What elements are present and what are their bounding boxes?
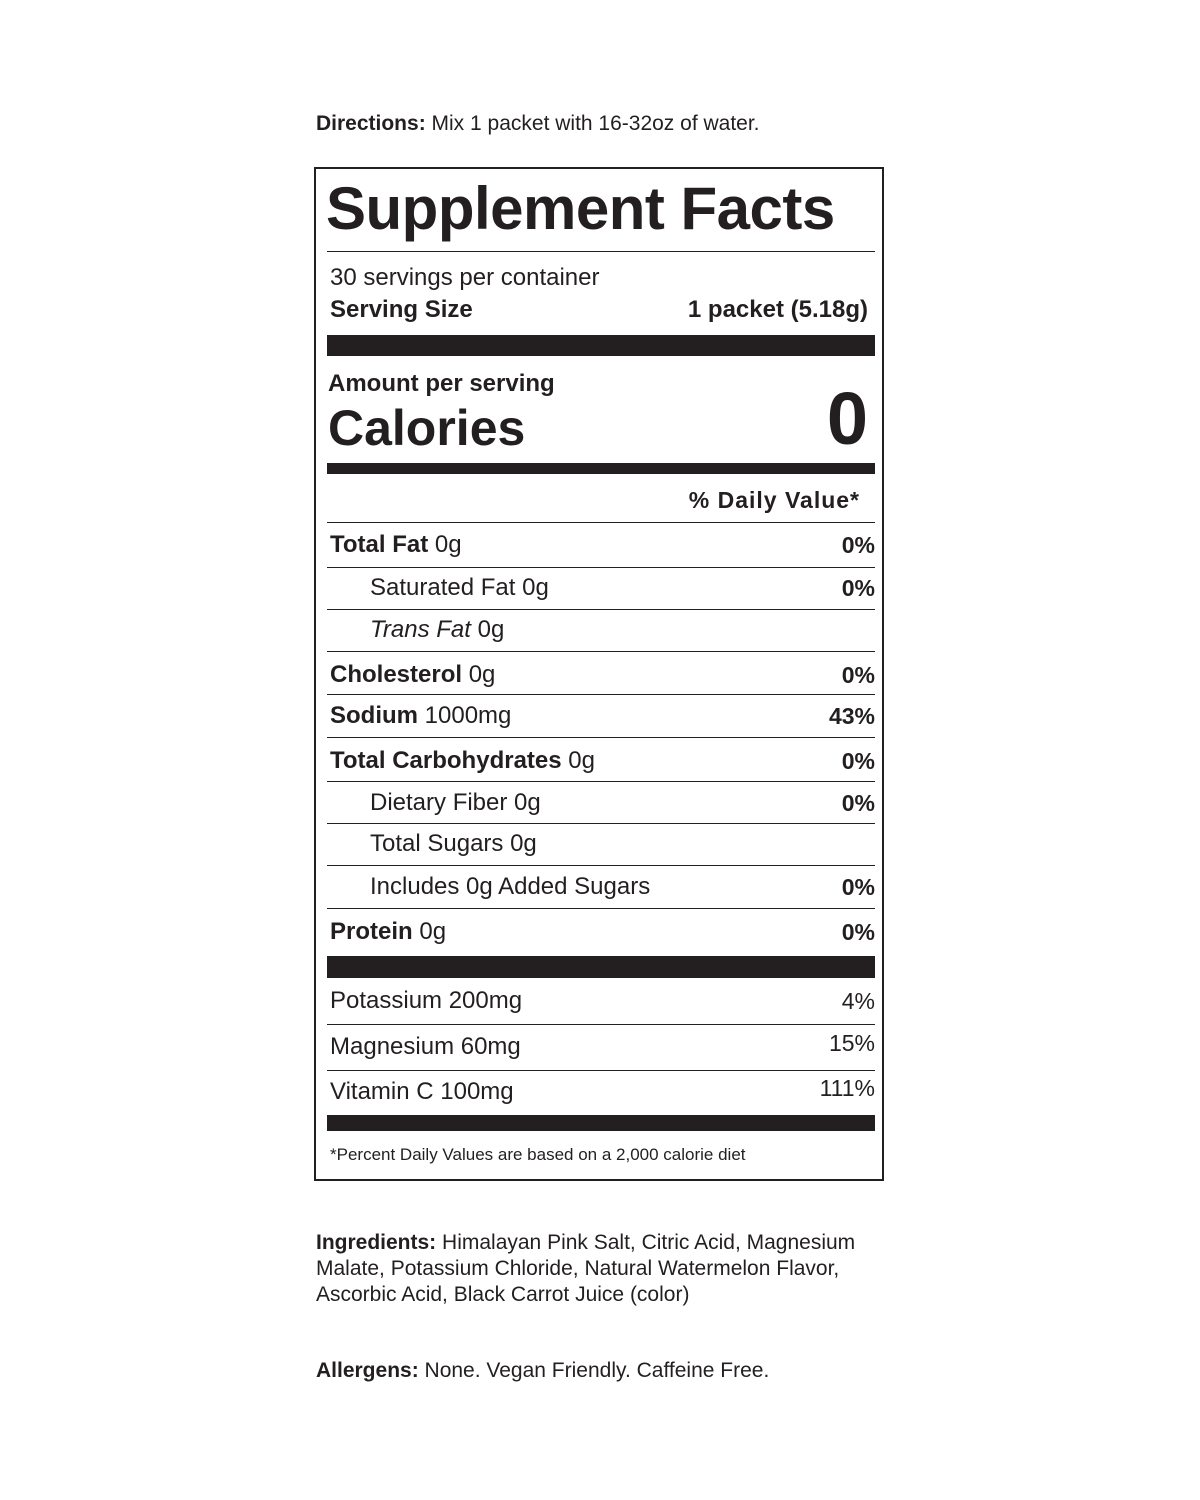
- nutrient-amount: 0g: [503, 830, 537, 857]
- nutrient-dv: 0%: [841, 575, 875, 601]
- calories-value: 0: [826, 377, 868, 460]
- nutrient-row-total-carbohydrates: [327, 741, 875, 781]
- divider-thick: [327, 956, 875, 978]
- divider-thin: [327, 522, 875, 523]
- directions-value: Mix 1 packet with 16-32oz of water.: [425, 112, 760, 135]
- nutrient-dv: 0%: [841, 662, 875, 688]
- servings-per-container: 30 servings per container: [330, 264, 600, 291]
- mineral-row-vitamin-c: [327, 1072, 875, 1112]
- allergens-value: None. Vegan Friendly. Caffeine Free.: [418, 1359, 770, 1382]
- directions-label: Directions:: [316, 112, 426, 135]
- mineral-dv: 111%: [819, 1075, 875, 1101]
- nutrient-dv: 0%: [841, 532, 875, 558]
- directions-text: [316, 111, 760, 137]
- nutrient-dv: 0%: [841, 790, 875, 816]
- ingredients-label: Ingredients:: [316, 1231, 437, 1254]
- divider-thin: [327, 694, 875, 695]
- nutrient-row-sodium: [327, 696, 875, 736]
- divider-thick: [327, 335, 875, 356]
- divider-thin: [327, 1024, 875, 1025]
- nutrient-name: Includes 0g Added Sugars: [370, 873, 651, 900]
- ingredients-text: [316, 1230, 876, 1308]
- divider-thin: [327, 1070, 875, 1071]
- mineral-name: Vitamin C 100mg: [330, 1078, 514, 1105]
- nutrient-name: Saturated Fat: [370, 574, 516, 601]
- amount-per-serving: Amount per serving: [328, 370, 555, 397]
- divider-medium: [327, 463, 875, 474]
- facts-title: Supplement Facts: [326, 175, 835, 242]
- mineral-row-magnesium: [327, 1027, 875, 1067]
- allergens-text: [316, 1358, 769, 1384]
- nutrient-row-trans-fat: [327, 610, 875, 650]
- nutrient-name: Trans Fat: [370, 616, 471, 643]
- divider-thick: [327, 1115, 875, 1131]
- nutrient-dv: 0%: [841, 919, 875, 945]
- nutrient-name: Sodium: [330, 702, 418, 729]
- nutrient-amount: 1000mg: [418, 702, 512, 729]
- nutrient-name: Dietary Fiber: [370, 789, 508, 816]
- mineral-dv: 4%: [841, 988, 875, 1014]
- serving-size-label: Serving Size: [330, 296, 473, 323]
- nutrient-row-dietary-fiber: [327, 783, 875, 823]
- daily-value-header: % Daily Value*: [688, 487, 860, 513]
- daily-value-footnote: *Percent Daily Values are based on a 2,000 calorie diet: [330, 1145, 746, 1164]
- nutrient-row-saturated-fat: [327, 568, 875, 608]
- calories-label: Calories: [328, 400, 526, 456]
- nutrient-amount: 0g: [470, 616, 505, 643]
- nutrient-dv: 0%: [841, 874, 875, 900]
- nutrient-amount: 0g: [515, 574, 549, 601]
- nutrient-name: Total Sugars: [370, 830, 504, 857]
- mineral-name: Potassium 200mg: [330, 987, 523, 1014]
- serving-size-value: 1 packet (5.18g): [687, 296, 868, 323]
- divider-thin: [327, 737, 875, 738]
- nutrient-row-cholesterol: [327, 655, 875, 695]
- mineral-dv: 15%: [828, 1030, 875, 1056]
- nutrient-row-protein: [327, 912, 875, 952]
- nutrient-row-total-sugars: [327, 824, 875, 864]
- nutrient-row-total-fat: [327, 525, 875, 565]
- nutrient-amount: 0g: [412, 918, 447, 945]
- divider-thin: [327, 865, 875, 866]
- nutrient-name: Cholesterol: [330, 661, 463, 688]
- nutrient-amount: 0g: [507, 789, 541, 816]
- nutrient-amount: 0g: [561, 747, 595, 774]
- ingredients-value: Himalayan Pink Salt, Citric Acid, Magnesium Malate, Potassium Chloride, Natural Watermelon Flavor, Ascorbic Acid, Black Carrot Juice (color): [316, 1231, 856, 1306]
- nutrient-name: Total Carbohydrates: [330, 747, 562, 774]
- nutrient-amount: 0g: [462, 661, 496, 688]
- nutrient-dv: 43%: [828, 703, 875, 729]
- nutrient-name: Total Fat: [330, 531, 429, 558]
- nutrient-row-added-sugars: [327, 867, 875, 907]
- mineral-row-potassium: [327, 981, 875, 1021]
- divider-thin: [327, 781, 875, 782]
- supplement-facts-panel: [314, 167, 884, 1181]
- divider-thin: [327, 251, 875, 252]
- divider-thin: [327, 651, 875, 652]
- nutrient-name: Protein: [330, 918, 413, 945]
- nutrient-amount: 0g: [428, 531, 462, 558]
- allergens-label: Allergens:: [316, 1359, 419, 1382]
- nutrient-dv: 0%: [841, 748, 875, 774]
- divider-thin: [327, 908, 875, 909]
- mineral-name: Magnesium 60mg: [330, 1033, 521, 1060]
